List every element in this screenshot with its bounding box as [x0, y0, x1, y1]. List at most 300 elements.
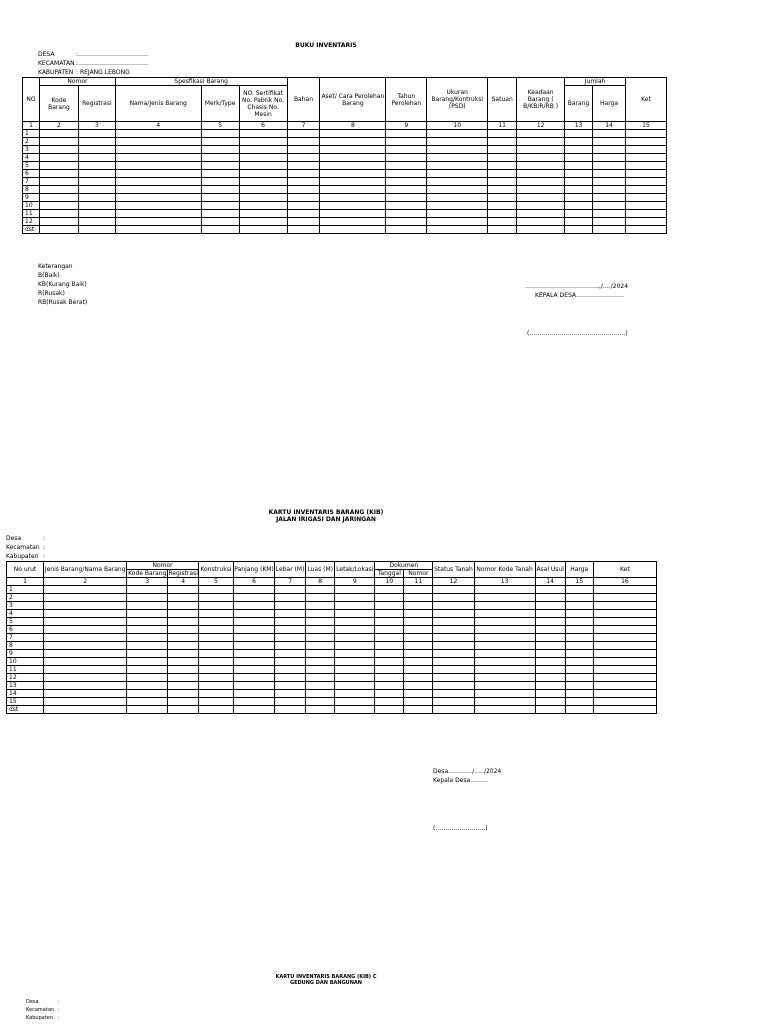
hdr-no: NO — [23, 78, 40, 122]
row-number-cell: 15 — [7, 698, 44, 706]
table-cell — [565, 626, 593, 634]
table-cell — [517, 138, 565, 146]
table-cell — [233, 610, 274, 618]
table-cell — [593, 690, 656, 698]
table-cell — [375, 682, 404, 690]
table-cell — [320, 130, 386, 138]
table-cell — [275, 642, 306, 650]
table-cell — [488, 202, 517, 210]
table-cell — [78, 194, 115, 202]
table-cell — [404, 602, 433, 610]
hdr-jumlah-group: Jumlah — [565, 78, 626, 86]
table-cell — [275, 690, 306, 698]
hdr-keadaan: Keadaan Barang ( B/KB/R/RB ) — [517, 78, 565, 122]
table-cell — [565, 618, 593, 626]
table-cell — [427, 194, 488, 202]
table-cell — [433, 634, 474, 642]
row-number-cell: 3 — [7, 602, 44, 610]
table-cell — [78, 226, 115, 234]
table-cell — [233, 658, 274, 666]
table-cell — [565, 146, 593, 154]
table-cell — [201, 170, 239, 178]
table-cell — [488, 210, 517, 218]
row-number-cell: 3 — [23, 146, 40, 154]
table-cell — [335, 602, 375, 610]
table-cell — [115, 130, 201, 138]
table-cell — [127, 658, 168, 666]
table-cell — [168, 586, 199, 594]
table-cell — [404, 594, 433, 602]
table-cell — [593, 610, 656, 618]
table-cell — [287, 154, 320, 162]
table-cell — [535, 634, 565, 642]
column-number-cell: 15 — [565, 578, 593, 586]
table-cell — [626, 210, 667, 218]
table-cell — [386, 202, 427, 210]
table-cell — [386, 162, 427, 170]
table-cell — [198, 706, 233, 714]
table-cell — [433, 690, 474, 698]
table-cell — [593, 154, 626, 162]
table-cell — [275, 634, 306, 642]
table-cell — [320, 138, 386, 146]
column-number-cell: 9 — [386, 122, 427, 130]
table-cell — [433, 682, 474, 690]
table-cell — [168, 610, 199, 618]
table-cell — [44, 658, 127, 666]
row-number-cell: 1 — [23, 130, 40, 138]
table-row — [23, 226, 667, 234]
table-cell — [127, 602, 168, 610]
table-cell — [427, 202, 488, 210]
keterangan-block — [38, 262, 87, 307]
table-cell — [474, 682, 535, 690]
column-number-cell: 13 — [474, 578, 535, 586]
table-cell — [287, 178, 320, 186]
table-cell — [287, 210, 320, 218]
hdr-bahan: Bahan — [287, 78, 320, 122]
table-cell — [474, 650, 535, 658]
table-cell — [404, 586, 433, 594]
table-cell — [239, 154, 287, 162]
column-number-cell: 6 — [239, 122, 287, 130]
table-cell — [201, 138, 239, 146]
table-cell — [39, 186, 78, 194]
table-cell — [44, 666, 127, 674]
table-cell — [565, 170, 593, 178]
column-number-cell: 14 — [593, 122, 626, 130]
table-cell — [375, 586, 404, 594]
table-row — [7, 650, 657, 658]
table-cell — [375, 642, 404, 650]
table-cell — [433, 610, 474, 618]
table-cell — [115, 154, 201, 162]
column-number-cell: 14 — [535, 578, 565, 586]
table-cell — [404, 610, 433, 618]
table-cell — [375, 658, 404, 666]
table-cell — [404, 666, 433, 674]
table-cell — [386, 146, 427, 154]
table-cell — [78, 162, 115, 170]
table-cell — [386, 210, 427, 218]
table-cell — [39, 130, 78, 138]
table-cell — [626, 218, 667, 226]
table-cell — [78, 146, 115, 154]
table-row — [23, 146, 667, 154]
table-cell — [201, 218, 239, 226]
table-cell — [535, 650, 565, 658]
table-cell — [593, 650, 656, 658]
table-cell — [168, 706, 199, 714]
table-cell — [386, 226, 427, 234]
table-cell — [593, 706, 656, 714]
hdr-ukuran: Ukuran Barang/Kontruksi (PSD) — [427, 78, 488, 122]
table-cell — [306, 634, 335, 642]
table-cell — [565, 594, 593, 602]
table-cell — [404, 626, 433, 634]
table-cell — [474, 634, 535, 642]
table-row — [23, 178, 667, 186]
table-cell — [287, 162, 320, 170]
column-number-cell: 6 — [233, 578, 274, 586]
table-cell — [239, 226, 287, 234]
column-number-cell: 11 — [488, 122, 517, 130]
table-cell — [320, 154, 386, 162]
column-number-cell: 3 — [127, 578, 168, 586]
section2-sign-date: Desa…………/…../2024 — [433, 768, 502, 775]
table-cell — [287, 130, 320, 138]
table-cell — [593, 162, 626, 170]
table-row — [7, 682, 657, 690]
table-cell — [39, 146, 78, 154]
table-cell — [115, 178, 201, 186]
table-cell — [127, 698, 168, 706]
table-cell — [44, 610, 127, 618]
table-cell — [433, 618, 474, 626]
table-cell — [404, 690, 433, 698]
table-cell — [535, 618, 565, 626]
column-number-cell: 8 — [320, 122, 386, 130]
row-number-cell: 4 — [23, 154, 40, 162]
table-cell — [535, 642, 565, 650]
hdr-ket: Ket — [593, 562, 656, 578]
table-row — [23, 138, 667, 146]
table-cell — [565, 682, 593, 690]
table-cell — [474, 666, 535, 674]
table-cell — [593, 618, 656, 626]
table-cell — [535, 586, 565, 594]
table-cell — [198, 602, 233, 610]
table-cell — [287, 186, 320, 194]
hdr-tanggal: Tanggal — [375, 570, 404, 578]
table-cell — [39, 194, 78, 202]
table-cell — [44, 706, 127, 714]
table-cell — [44, 650, 127, 658]
table-cell — [335, 586, 375, 594]
table-cell — [320, 162, 386, 170]
table-cell — [565, 658, 593, 666]
table-cell — [233, 706, 274, 714]
table-cell — [535, 682, 565, 690]
table-row — [23, 170, 667, 178]
table-cell — [565, 610, 593, 618]
hdr-jenis: Jenis Barang/Nama Barang — [44, 562, 127, 578]
table-cell — [375, 674, 404, 682]
table-cell — [593, 658, 656, 666]
table-cell — [287, 194, 320, 202]
section1-meta — [38, 50, 148, 77]
table-cell — [239, 170, 287, 178]
table-cell — [306, 674, 335, 682]
table-cell — [593, 594, 656, 602]
hdr-merk-type: Merk/Type — [201, 86, 239, 122]
table-cell — [375, 634, 404, 642]
table-cell — [320, 186, 386, 194]
table-cell — [320, 202, 386, 210]
table-cell — [433, 626, 474, 634]
table-cell — [198, 618, 233, 626]
table-cell — [427, 138, 488, 146]
table-row — [7, 666, 657, 674]
row-number-cell: 7 — [7, 634, 44, 642]
keterangan-rusak: R(Rusak) — [38, 290, 65, 297]
table-cell — [626, 130, 667, 138]
table-cell — [517, 170, 565, 178]
table-cell — [565, 706, 593, 714]
row-number-cell: 6 — [7, 626, 44, 634]
table-cell — [115, 210, 201, 218]
table-cell — [427, 130, 488, 138]
table-cell — [168, 690, 199, 698]
kib-gedung-title-line2: GEDUNG DAN BANGUNAN — [290, 980, 362, 986]
table-cell — [626, 194, 667, 202]
table-cell — [39, 162, 78, 170]
table-cell — [115, 186, 201, 194]
table-cell — [404, 698, 433, 706]
table-cell — [626, 170, 667, 178]
table-row — [23, 210, 667, 218]
table-cell — [127, 642, 168, 650]
table-cell — [375, 690, 404, 698]
table-cell — [386, 178, 427, 186]
section2-sign-name: (…………………….) — [433, 825, 488, 832]
table-cell — [488, 218, 517, 226]
column-number-cell: 16 — [593, 578, 656, 586]
meta-kabupaten: Kabupaten : — [6, 553, 46, 560]
table-cell — [517, 130, 565, 138]
table-cell — [39, 178, 78, 186]
table-cell — [565, 634, 593, 642]
table-cell — [115, 202, 201, 210]
table-cell — [565, 178, 593, 186]
table-cell — [306, 602, 335, 610]
table-cell — [39, 154, 78, 162]
column-number-cell: 4 — [115, 122, 201, 130]
table-cell — [320, 170, 386, 178]
table-cell — [115, 138, 201, 146]
table-cell — [127, 618, 168, 626]
hdr-lebar: Lebar (M) — [275, 562, 306, 578]
meta-desa: DESA :…………………………….. — [38, 51, 148, 58]
table-cell — [593, 586, 656, 594]
table-cell — [565, 186, 593, 194]
table-cell — [233, 650, 274, 658]
table-cell — [517, 226, 565, 234]
row-number-cell: dst — [23, 226, 40, 234]
table-cell — [474, 594, 535, 602]
hdr-letak: Letak/Lokasi — [335, 562, 375, 578]
table-cell — [386, 170, 427, 178]
table-cell — [488, 178, 517, 186]
table-cell — [233, 698, 274, 706]
column-number-cell: 5 — [201, 122, 239, 130]
table-cell — [404, 618, 433, 626]
table-cell — [306, 658, 335, 666]
column-number-cell: 11 — [404, 578, 433, 586]
table-cell — [427, 170, 488, 178]
row-number-cell: 8 — [23, 186, 40, 194]
row-number-cell: 9 — [7, 650, 44, 658]
column-number-cell: 13 — [565, 122, 593, 130]
hdr-aset: Aset/ Cara Perolehan Barang — [320, 78, 386, 122]
hdr-registrasi: Registrasi — [168, 570, 198, 577]
row-number-cell: 12 — [7, 674, 44, 682]
table-cell — [39, 218, 78, 226]
hdr-harga: Harga — [565, 562, 593, 578]
table-cell — [565, 218, 593, 226]
table-row — [7, 586, 657, 594]
hdr-sertifikat: NO. Sertifikat No. Pabrik No. Chasis No. Mesin — [239, 86, 287, 122]
keterangan-rusak-berat: RB(Rusak Berat) — [38, 299, 88, 306]
hdr-panjang: Panjang (KM) — [233, 562, 274, 578]
table-cell — [320, 194, 386, 202]
table-cell — [474, 602, 535, 610]
table-cell — [593, 226, 626, 234]
column-number-cell: 1 — [23, 122, 40, 130]
table-cell — [386, 154, 427, 162]
section3-meta — [26, 998, 60, 1022]
table-cell — [168, 594, 199, 602]
hdr-nomor-kode-tanah: Nomor Kode Tanah — [474, 562, 535, 578]
table-cell — [168, 674, 199, 682]
table-cell — [565, 130, 593, 138]
table-cell — [427, 226, 488, 234]
table-cell — [517, 194, 565, 202]
row-number-cell: 11 — [23, 210, 40, 218]
table-cell — [239, 130, 287, 138]
table-cell — [115, 218, 201, 226]
table-cell — [168, 642, 199, 650]
table-cell — [201, 154, 239, 162]
table-cell — [565, 666, 593, 674]
table-row — [7, 610, 657, 618]
section2-meta — [6, 534, 45, 561]
table-cell — [375, 626, 404, 634]
table-cell — [535, 594, 565, 602]
table-cell — [593, 210, 626, 218]
table-cell — [78, 186, 115, 194]
table-cell — [78, 130, 115, 138]
table-cell — [517, 210, 565, 218]
table-cell — [275, 594, 306, 602]
table-row — [23, 130, 667, 138]
row-number-cell: 4 — [7, 610, 44, 618]
buku-inventaris-title: BUKU INVENTARIS — [295, 42, 357, 49]
table-cell — [287, 226, 320, 234]
table-cell — [565, 690, 593, 698]
row-number-cell: 12 — [23, 218, 40, 226]
table-cell — [233, 594, 274, 602]
keterangan-heading: Keterangan — [38, 263, 73, 270]
table-cell — [233, 666, 274, 674]
table-cell — [320, 210, 386, 218]
table-row — [23, 162, 667, 170]
table-cell — [433, 594, 474, 602]
hdr-harga: Harga — [593, 86, 626, 122]
table-cell — [375, 602, 404, 610]
table-cell — [287, 138, 320, 146]
table-cell — [239, 178, 287, 186]
table-cell — [306, 586, 335, 594]
hdr-nomor-group: Nomor — [127, 562, 199, 570]
table-row — [7, 618, 657, 626]
table-cell — [488, 226, 517, 234]
table-cell — [198, 658, 233, 666]
table-cell — [427, 186, 488, 194]
table-row — [23, 154, 667, 162]
table-cell — [474, 698, 535, 706]
table-cell — [386, 218, 427, 226]
table-cell — [335, 666, 375, 674]
table-cell — [306, 706, 335, 714]
hdr-tahun: Tahun Perolehan — [386, 78, 427, 122]
meta-kabupaten: KABUPATEN : REJANG LEBONG — [38, 69, 130, 76]
table-row — [7, 706, 657, 714]
table-row — [23, 202, 667, 210]
table-row — [7, 626, 657, 634]
table-cell — [44, 618, 127, 626]
keterangan-baik: B(Baik) — [38, 272, 60, 279]
table-cell — [474, 586, 535, 594]
table-cell — [233, 690, 274, 698]
table-cell — [275, 610, 306, 618]
table-cell — [78, 218, 115, 226]
table-cell — [39, 138, 78, 146]
table-cell — [517, 202, 565, 210]
table-cell — [427, 210, 488, 218]
table-cell — [593, 674, 656, 682]
table-cell — [127, 626, 168, 634]
table-cell — [239, 146, 287, 154]
section1-sign-title: KEPALA DESA…………………… — [535, 292, 624, 299]
table-cell — [593, 130, 626, 138]
section1-sign-name: (…………………………………………) — [527, 330, 628, 337]
table-cell — [427, 178, 488, 186]
table-cell — [488, 186, 517, 194]
table-cell — [474, 658, 535, 666]
table-cell — [39, 210, 78, 218]
column-number-cell: 15 — [626, 122, 667, 130]
table-cell — [287, 218, 320, 226]
table-cell — [127, 634, 168, 642]
table-cell — [335, 706, 375, 714]
table-cell — [488, 162, 517, 170]
table-cell — [565, 226, 593, 234]
table-cell — [433, 642, 474, 650]
table-cell — [275, 698, 306, 706]
table-cell — [535, 698, 565, 706]
table-cell — [565, 154, 593, 162]
